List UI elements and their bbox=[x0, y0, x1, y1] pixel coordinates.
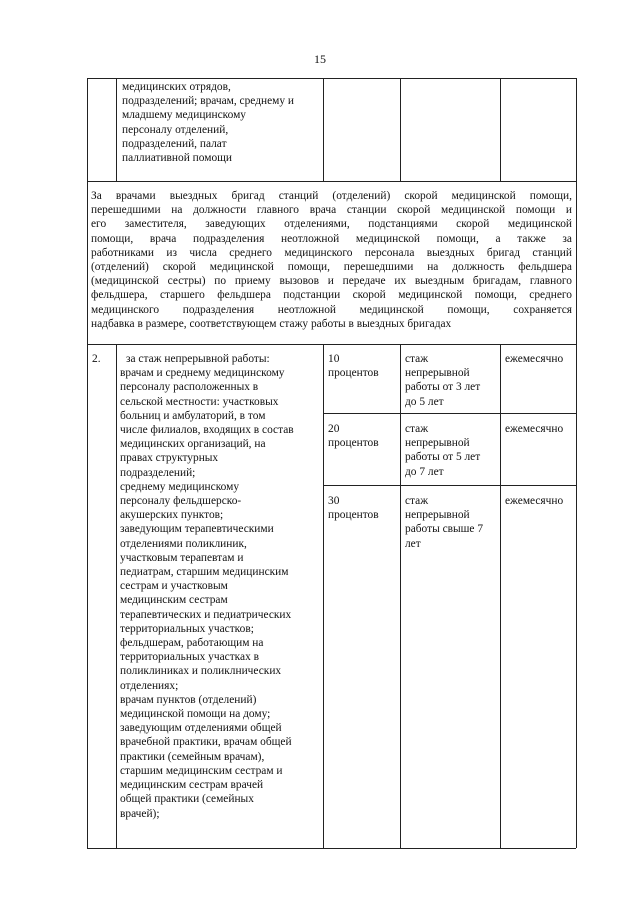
table-col-divider-4 bbox=[500, 78, 501, 181]
row2-col-divider-1 bbox=[116, 344, 117, 848]
paragraph-line: надбавка в размере, соответствующем стажу работы в выездных бригадах bbox=[91, 317, 452, 330]
paragraph-line: медицинского подразделения неотложной медицинской помощи, сохраняется bbox=[91, 303, 572, 316]
paragraph-line: работниками из числа среднего медицинского персонала выездных бригад станций bbox=[91, 246, 572, 259]
row2-description: за стаж непрерывной работы: врачам и среднему медицинскому персоналу расположенных в сельской местности: участковых больниц и амбулаторий, в том числе филиалов, входящих в состав медицинских организаций, на правах структурных подразделений; среднему медицинскому персоналу фельдшерско- акушерских пунктов; заведующим терапевтическими отделениями поликлиник, участковым терапевтам и педиатрам, старшим медицинским сестрам и участковым медицинским сестрам терапевтических и педиатрических территориальных участков; фельдшерам, работающим на территориальных участках в поликлиниках и поликлнических отделениях; врачам пунктов (отделений) медицинской помощи на дому; заведующим отделениями общей врачебной практики, врачам общей практики (семейным врачам), старшим медицинским сестрам и медицинским сестрам врачей общей практики (семейных врачей); bbox=[120, 353, 294, 820]
retained-bonus-paragraph bbox=[91, 189, 572, 331]
row2-col-divider-3 bbox=[400, 344, 401, 848]
paragraph-line: перешедшими на должности главного врача станции скорой медицинской помощи и bbox=[91, 204, 572, 217]
paragraph-left-border bbox=[87, 181, 88, 345]
tier-frequency: ежемесячно bbox=[505, 353, 564, 365]
paragraph-line: его заместителя, заведующих отделениями, подстанциями скорой медицинской bbox=[91, 218, 572, 231]
table-bottom-border bbox=[87, 848, 576, 849]
row2-col-divider-4 bbox=[500, 344, 501, 848]
paragraph-line: помощи, врача подразделения неотложной медицинской помощи, а также за bbox=[91, 232, 572, 245]
table-row-divider bbox=[87, 181, 576, 182]
paragraph-line: (отделений) скорой медицинской помощи, перешедшими на должность фельдшера bbox=[91, 261, 572, 274]
row2-left-border bbox=[87, 344, 88, 848]
tier-divider-2 bbox=[323, 485, 576, 486]
table-right-border bbox=[576, 78, 577, 181]
tier-frequency: ежемесячно bbox=[505, 495, 564, 507]
row2-right-border bbox=[576, 344, 577, 848]
row2-number: 2. bbox=[92, 353, 101, 365]
tier-frequency: ежемесячно bbox=[505, 423, 564, 435]
table-col-divider-3 bbox=[400, 78, 401, 181]
paragraph-line: За врачами выездных бригад станций (отделений) скорой медицинской помощи, bbox=[91, 190, 572, 202]
tier-amount: 30 процентов bbox=[328, 495, 379, 522]
tier-divider-1 bbox=[323, 413, 576, 414]
paragraph-right-border bbox=[576, 181, 577, 345]
paragraph-line: фельдшера, старшего фельдшера подстанции скорой медицинской помощи, среднего bbox=[91, 289, 572, 302]
tier-amount: 10 процентов bbox=[328, 353, 379, 380]
table-col-divider-1 bbox=[116, 78, 117, 181]
row2-col-divider-2 bbox=[323, 344, 324, 848]
table-top-border bbox=[87, 78, 576, 79]
tier-condition: стаж непрерывной работы от 5 лет до 7 лет bbox=[405, 423, 481, 478]
table-col-divider-2 bbox=[323, 78, 324, 181]
table-left-border bbox=[87, 78, 88, 181]
tier-condition: стаж непрерывной работы от 3 лет до 5 лет bbox=[405, 353, 481, 408]
tier-condition: стаж непрерывной работы свыше 7 лет bbox=[405, 495, 484, 550]
page-number: 15 bbox=[314, 52, 326, 66]
paragraph-bottom-border bbox=[87, 344, 576, 345]
top-row-description: медицинских отрядов, подразделений; врачам, среднему и младшему медицинскому персоналу отделений, подразделений, палат паллиативной помощи bbox=[122, 81, 295, 165]
paragraph-line: (медицинской сестры) по приему вызовов и передаче их выездным бригадам, главного bbox=[91, 275, 572, 288]
tier-amount: 20 процентов bbox=[328, 423, 379, 450]
